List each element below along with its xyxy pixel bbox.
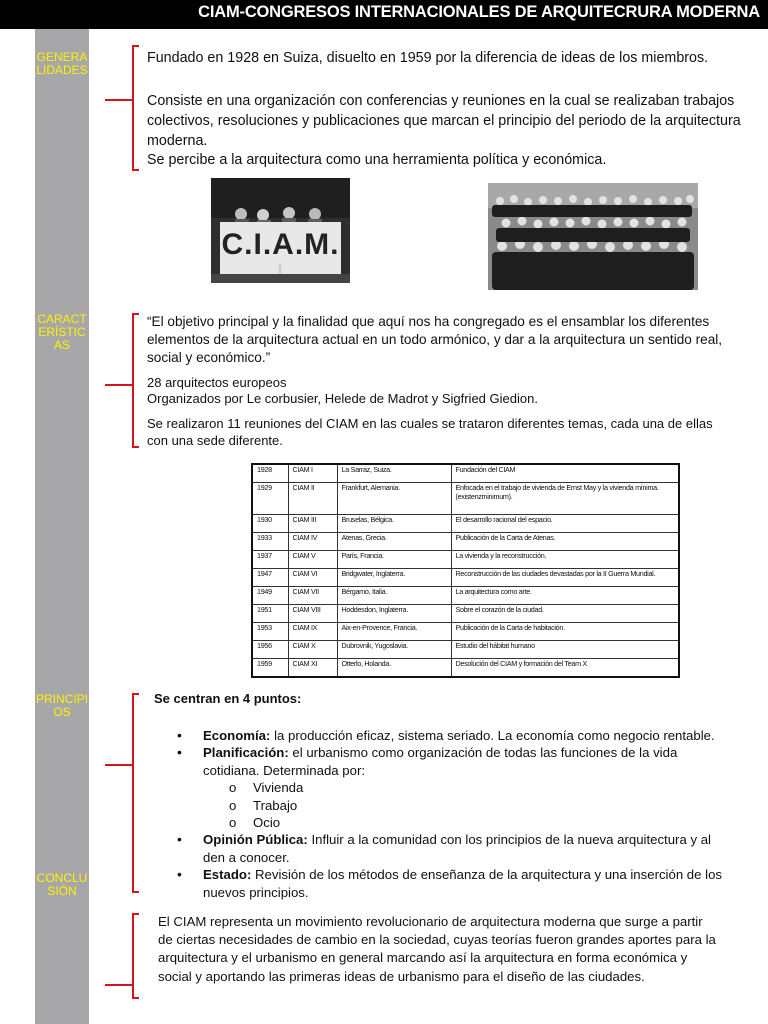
location-cell: Otterlo, Holanda. <box>337 658 451 677</box>
estado-label: Estado: <box>203 867 252 883</box>
location-cell: La Sarraz, Suiza. <box>337 464 451 483</box>
bullet-icon: • <box>177 866 182 883</box>
topic-cell: Publicación de la Carta de habitación. <box>451 622 679 640</box>
bullet-icon: • <box>177 831 182 848</box>
topic-cell: El desarrollo racional del espacio. <box>451 514 679 532</box>
topic-cell: Sobre el corazón de la ciudad. <box>451 604 679 622</box>
principios-list <box>175 727 735 901</box>
bracket-principios <box>132 693 134 893</box>
sidebar <box>35 29 89 1024</box>
year-cell: 1947 <box>252 568 288 586</box>
opinion-publica-label: Opinión Pública: <box>203 832 308 848</box>
location-cell: Frankfurt, Alemania. <box>337 483 451 514</box>
bracket-conclusion <box>132 913 134 999</box>
caracteristicas-line-1: 28 arquitectos europeos <box>147 375 287 390</box>
year-cell: 1929 <box>252 483 288 514</box>
topic-cell: Enfocada en el trabajo de vivienda de Ernst May y la vivienda mínima. (existenzminimum). <box>451 483 679 514</box>
congress-cell: CIAM X <box>288 640 337 658</box>
table-row <box>252 464 679 483</box>
conclusion-paragraph: El CIAM representa un movimiento revolucionario de arquitectura moderna que surge a partir de ciertas necesidades de cambio en la sociedad, cuyas teorías fueron grandes aportes para la arquitectura y el urbanismo en general marcando así la arquitectura en forma económica y social y aportando las primeras ideas de urbanismo para el diseño de las ciudades. <box>158 914 716 984</box>
bracket-caracteristicas <box>132 313 134 448</box>
table-row <box>252 514 679 532</box>
topic-cell: La arquitectura como arte. <box>451 586 679 604</box>
photo-ciam-group <box>488 183 698 290</box>
bullet-icon: • <box>177 744 182 761</box>
year-cell: 1956 <box>252 640 288 658</box>
sub-bullet-icon: o <box>229 815 237 831</box>
location-cell: París, Francia. <box>337 550 451 568</box>
opinion-publica-text: Influir a la comunidad con los principios de la nueva arquitectura y al den a conocer. <box>203 832 711 865</box>
list-item-estado <box>175 866 735 901</box>
principios-intro: Se centran en 4 puntos: <box>154 691 302 706</box>
ciam-sign-text: C.I.A.M. <box>221 228 340 261</box>
sidebar-label-principios: PRINCIPIOS <box>35 692 88 720</box>
ciam-meetings-table <box>251 463 680 678</box>
location-cell: Bruselas, Bélgica. <box>337 514 451 532</box>
generalidades-paragraph-2: Consiste en una organización con conferencias y reuniones en la cual se realizaban trabajos colectivos, resoluciones y publicaciones que marcan el principio del periodo de la arquitectura moderna. <box>147 93 741 149</box>
sublist-item-trabajo <box>229 797 735 814</box>
topic-cell: Desolución del CIAM y formación del Team X <box>451 658 679 677</box>
table-row <box>252 604 679 622</box>
table-row <box>252 532 679 550</box>
congress-cell: CIAM IX <box>288 622 337 640</box>
year-cell: 1953 <box>252 622 288 640</box>
year-cell: 1928 <box>252 464 288 483</box>
year-cell: 1933 <box>252 532 288 550</box>
sub-bullet-icon: o <box>229 797 237 813</box>
table-row <box>252 568 679 586</box>
sublist-item-label: Ocio <box>253 815 281 831</box>
location-cell: Aix-en-Provence, Francia. <box>337 622 451 640</box>
year-cell: 1930 <box>252 514 288 532</box>
sublist-item-ocio <box>229 814 735 831</box>
sublist-item-label: Vivienda <box>253 780 304 796</box>
photo-ciam-group-illustration <box>488 183 698 290</box>
sidebar-label-generalidades: GENERALIDADES <box>36 50 88 78</box>
topic-cell: Fundación del CIAM <box>451 464 679 483</box>
caracteristicas-line-3: Se realizaron 11 reuniones del CIAM en las cuales se trataron diferentes temas, cada una de ellas con una sede diferente. <box>147 416 713 448</box>
table-row <box>252 658 679 677</box>
table-row <box>252 550 679 568</box>
year-cell: 1959 <box>252 658 288 677</box>
location-cell: Atenas, Grecia. <box>337 532 451 550</box>
header-bar <box>0 0 768 29</box>
congress-cell: CIAM I <box>288 464 337 483</box>
caracteristicas-line-2: Organizados por Le corbusier, Helede de Madrot y Sigfried Giedion. <box>147 391 538 406</box>
topic-cell: Reconstrucción de las ciudades devastadas por la II Guerra Mundial. <box>451 568 679 586</box>
sublist-item-vivienda <box>229 779 735 796</box>
year-cell: 1949 <box>252 586 288 604</box>
year-cell: 1937 <box>252 550 288 568</box>
planificacion-label: Planificación: <box>203 745 289 761</box>
economia-text: la producción eficaz, sistema seriado. La economía como negocio rentable. <box>270 728 715 743</box>
location-cell: Hoddesdon, Inglaterra. <box>337 604 451 622</box>
topic-cell: Estudio del hábitat humano <box>451 640 679 658</box>
congress-cell: CIAM V <box>288 550 337 568</box>
sidebar-label-conclusion: CONCLUSIÓN <box>36 871 88 899</box>
congress-cell: CIAM VII <box>288 586 337 604</box>
sublist-item-label: Trabajo <box>253 797 298 813</box>
sidebar-label-caracteristicas: CARACTERÍSTICAS <box>37 312 87 353</box>
location-cell: Bérgamo, Italia. <box>337 586 451 604</box>
table-row <box>252 622 679 640</box>
congress-cell: CIAM III <box>288 514 337 532</box>
list-item-economia <box>175 727 735 744</box>
congress-cell: CIAM IV <box>288 532 337 550</box>
topic-cell: La vivienda y la reconstrucción. <box>451 550 679 568</box>
planificacion-text: el urbanismo como organización de todas las funciones de la vida cotidiana. Determinada por: <box>203 745 678 778</box>
bullet-icon: • <box>177 727 182 743</box>
caracteristicas-quote: “El objetivo principal y la finalidad que aquí nos ha congregado es el ensamblar los diferentes elementos de la arquitectura actual en un todo armónico, y dar a la arquitectura un sentido real, social y económico.” <box>147 314 723 365</box>
location-cell: Dubrovnik, Yugoslavia. <box>337 640 451 658</box>
year-cell: 1951 <box>252 604 288 622</box>
sub-bullet-icon: o <box>229 780 237 796</box>
list-item-opinion-publica <box>175 831 735 866</box>
table-row <box>252 586 679 604</box>
congress-cell: CIAM II <box>288 483 337 514</box>
topic-cell: Publicación de la Carta de Atenas. <box>451 532 679 550</box>
table-row <box>252 640 679 658</box>
table-row <box>252 483 679 514</box>
congress-cell: CIAM XI <box>288 658 337 677</box>
estado-text: Revisión de los métodos de enseñanza de la arquitectura y una inserción de los nuevos principios. <box>203 867 723 900</box>
congress-cell: CIAM VI <box>288 568 337 586</box>
page-title: CIAM-CONGRESOS INTERNACIONALES DE ARQUITECRURA MODERNA <box>198 3 760 21</box>
photo-ciam-sign <box>211 178 350 283</box>
list-item-planificacion <box>175 744 735 831</box>
bracket-generalidades <box>132 45 134 171</box>
location-cell: Bridgwater, Inglaterra. <box>337 568 451 586</box>
congress-cell: CIAM VIII <box>288 604 337 622</box>
generalidades-paragraph-1: Fundado en 1928 en Suiza, disuelto en 1959 por la diferencia de ideas de los miembros. <box>147 50 709 66</box>
planificacion-sublist <box>229 779 735 831</box>
generalidades-paragraph-3: Se percibe a la arquitectura como una herramienta política y económica. <box>147 152 607 168</box>
economia-label: Economía: <box>203 728 271 743</box>
